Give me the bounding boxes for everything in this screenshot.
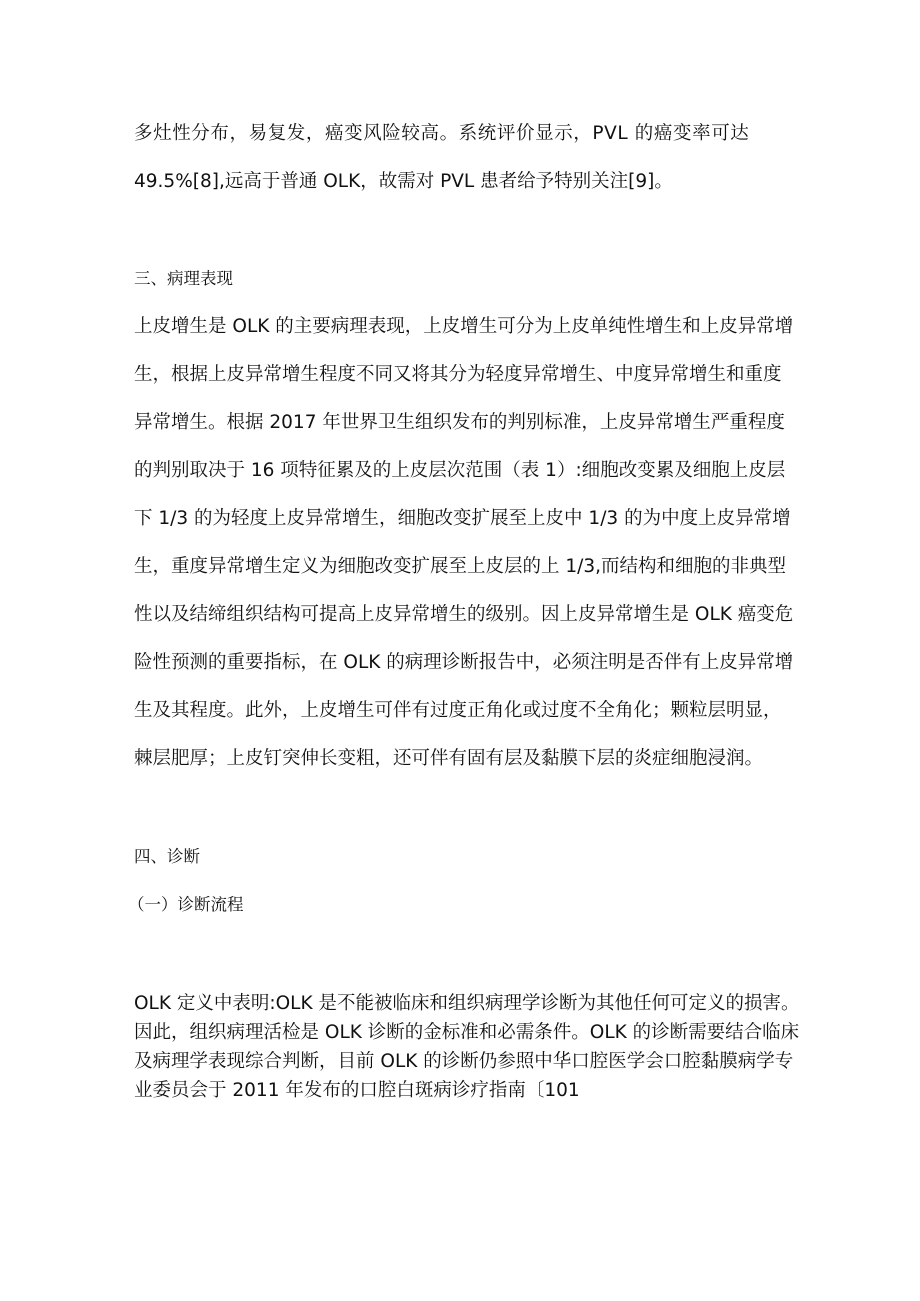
paragraph-1-line-1: 多灶性分布，易复发，癌变风险较高。系统评价显示，PVL 的癌变率可达 [134, 123, 750, 144]
paragraph-3-line-2: 因此，组织病理活检是 OLK 诊断的金标准和必需条件。OLK 的诊断需要结合临床 [134, 1022, 800, 1043]
paragraph-2-line-5: 下 1/3 的为轻度上皮异常增生，细胞改变扩展至上皮中 1/3 的为中度上皮异常增 [134, 508, 791, 529]
paragraph-2-line-10: 棘层肥厚；上皮钉突伸长变粗，还可伴有固有层及黏膜下层的炎症细胞浸润。 [134, 748, 764, 769]
paragraph-2-line-6: 生，重度异常增生定义为细胞改变扩展至上皮层的上 1/3,而结构和细胞的非典型 [134, 556, 787, 577]
paragraph-1-line-2: 49.5%[8],远高于普通 OLK，故需对 PVL 患者给予特别关注[9]。 [134, 171, 673, 192]
paragraph-2-line-7: 性以及结缔组织结构可提高上皮异常增生的级别。因上皮异常增生是 OLK 癌变危 [134, 604, 794, 625]
paragraph-3-line-1: OLK 定义中表明:OLK 是不能被临床和组织病理学诊断为其他任何可定义的损害。 [134, 993, 800, 1014]
paragraph-2-line-4: 的判别取决于 16 项特征累及的上皮层次范围（表 1）:细胞改变累及细胞上皮层 [134, 460, 786, 481]
paragraph-3-line-4: 业委员会于 2011 年发布的口腔白斑病诊疗指南〔101 [134, 1080, 580, 1101]
section-3-heading: 三、病理表现 [134, 269, 233, 288]
section-4-subheading: （一）诊断流程 [128, 895, 244, 914]
paragraph-2-line-1: 上皮增生是 OLK 的主要病理表现，上皮增生可分为上皮单纯性增生和上皮异常增 [134, 316, 794, 337]
paragraph-3-line-3: 及病理学表现综合判断，目前 OLK 的诊断仍参照中华口腔医学会口腔黏膜病学专 [134, 1051, 794, 1072]
paragraph-2-line-8: 险性预测的重要指标，在 OLK 的病理诊断报告中，必须注明是否伴有上皮异常增 [134, 652, 794, 673]
section-4-heading: 四、诊断 [134, 847, 200, 866]
paragraph-2-line-2: 生，根据上皮异常增生程度不同又将其分为轻度异常增生、中度异常增生和重度 [134, 364, 782, 385]
paragraph-2-line-9: 生及其程度。此外，上皮增生可伴有过度正角化或过度不全角化；颗粒层明显， [134, 700, 782, 721]
paragraph-2-line-3: 异常增生。根据 2017 年世界卫生组织发布的判别标准，上皮异常增生严重程度 [134, 412, 785, 433]
